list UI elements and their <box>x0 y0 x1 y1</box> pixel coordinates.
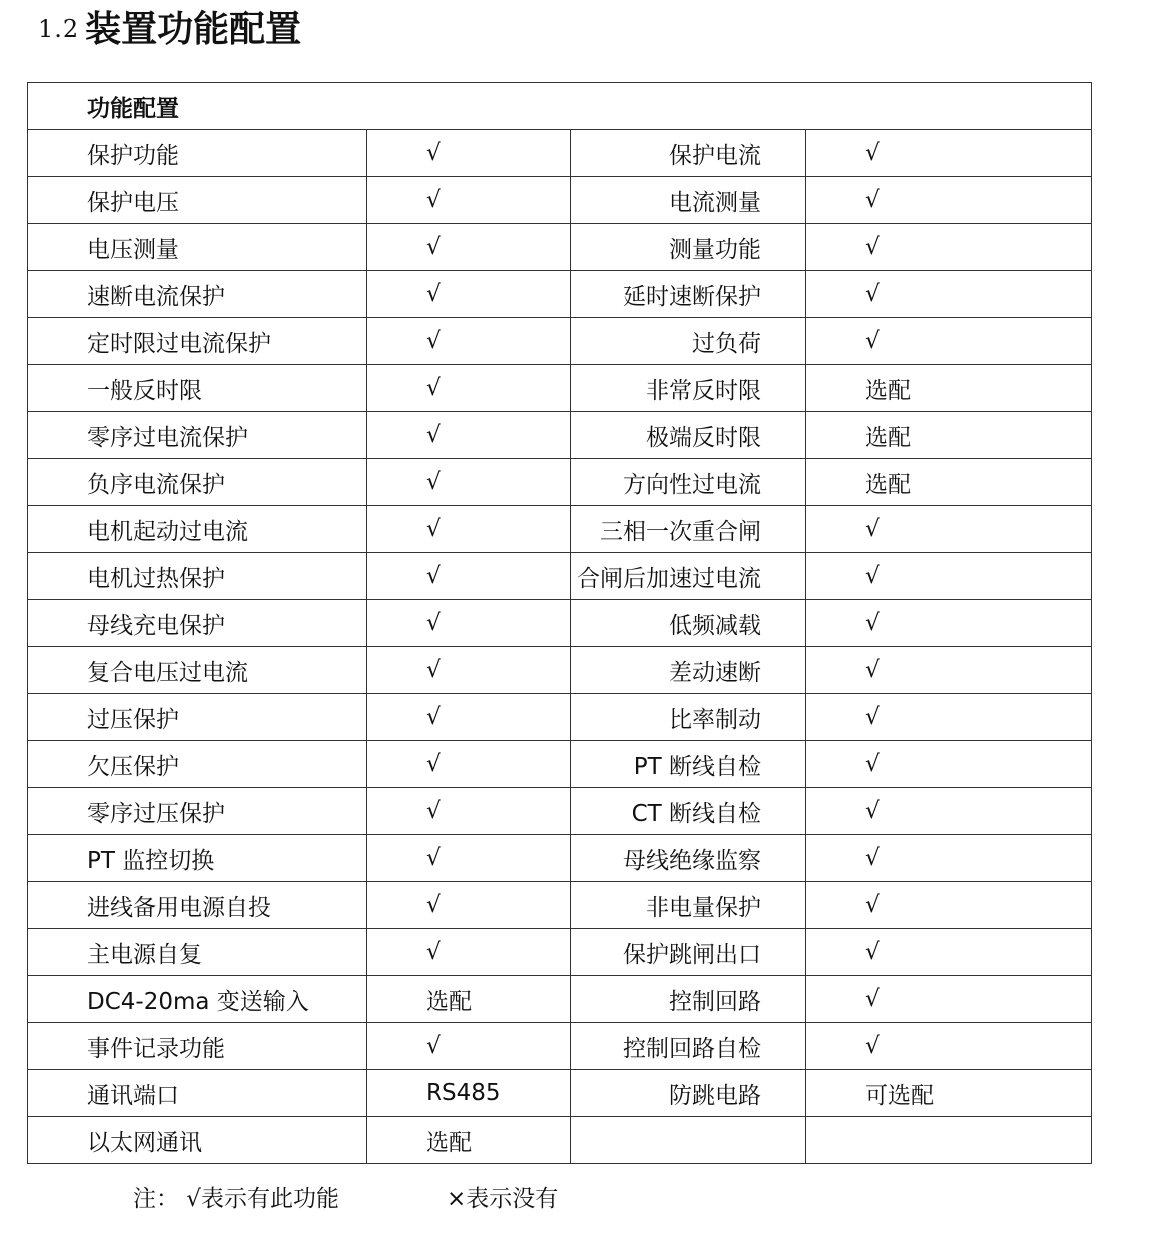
function-name-right-label: 保护跳闸出口 <box>623 941 761 968</box>
function-name-right-label: 控制回路 <box>669 988 761 1015</box>
function-status: √ <box>367 506 571 553</box>
function-name-right <box>571 224 806 271</box>
function-name: 事件记录功能 <box>28 1023 367 1070</box>
function-status-right: √ <box>806 882 1092 929</box>
function-name-right-label: 比率制动 <box>669 706 761 733</box>
function-name-right <box>571 553 806 600</box>
function-name: DC4-20ma 变送输入 <box>28 976 367 1023</box>
function-name-right <box>571 835 806 882</box>
function-status-right <box>806 1117 1092 1164</box>
function-status-right: √ <box>806 506 1092 553</box>
function-status: √ <box>367 553 571 600</box>
table-row <box>28 741 1092 788</box>
function-name: 速断电流保护 <box>28 271 367 318</box>
function-status-right: √ <box>806 271 1092 318</box>
function-status: √ <box>367 929 571 976</box>
function-status: √ <box>367 318 571 365</box>
function-name-right <box>571 506 806 553</box>
function-name: 复合电压过电流 <box>28 647 367 694</box>
function-status-right: √ <box>806 976 1092 1023</box>
section-number: 1.2 <box>38 15 80 43</box>
function-name-right-label: 非电量保护 <box>646 894 761 921</box>
function-name-right-label: 控制回路自检 <box>623 1035 761 1062</box>
function-name: 欠压保护 <box>28 741 367 788</box>
function-name-right-label: 三相一次重合闸 <box>600 518 761 545</box>
function-name-right <box>571 976 806 1023</box>
table-row <box>28 1023 1092 1070</box>
function-name: 定时限过电流保护 <box>28 318 367 365</box>
function-name: 通讯端口 <box>28 1070 367 1117</box>
table-row <box>28 553 1092 600</box>
function-name-right-label: PT 断线自检 <box>633 753 761 780</box>
section-title: 装置功能配置 <box>85 8 302 50</box>
function-name-right-label: 延时速断保护 <box>623 283 761 310</box>
function-name: 零序过压保护 <box>28 788 367 835</box>
function-status: √ <box>367 882 571 929</box>
function-name: 电机起动过电流 <box>28 506 367 553</box>
function-name-right <box>571 1117 806 1164</box>
function-status: RS485 <box>367 1070 571 1117</box>
function-status: √ <box>367 459 571 506</box>
function-name-right-label: 电流测量 <box>669 189 761 216</box>
function-name-right <box>571 647 806 694</box>
table-row <box>28 694 1092 741</box>
function-status-right: √ <box>806 694 1092 741</box>
table-row <box>28 318 1092 365</box>
function-status-right: √ <box>806 835 1092 882</box>
function-name-right <box>571 694 806 741</box>
function-name: 电压测量 <box>28 224 367 271</box>
table-header: 功能配置 <box>28 83 1092 130</box>
function-name: 一般反时限 <box>28 365 367 412</box>
function-name-right-label: 差动速断 <box>669 659 761 686</box>
table-row <box>28 506 1092 553</box>
table-row <box>28 788 1092 835</box>
function-name-right-label: 测量功能 <box>669 236 761 263</box>
function-status-right: √ <box>806 553 1092 600</box>
function-name: 母线充电保护 <box>28 600 367 647</box>
table-row <box>28 365 1092 412</box>
function-name-right <box>571 130 806 177</box>
function-name: 进线备用电源自投 <box>28 882 367 929</box>
function-name-right <box>571 929 806 976</box>
function-name-right <box>571 788 806 835</box>
function-status-right: 选配 <box>806 459 1092 506</box>
legend-note-absent: ×表示没有 <box>447 1185 559 1212</box>
function-name-right <box>571 365 806 412</box>
function-name-right-label: 合闸后加速过电流 <box>577 565 761 592</box>
function-name-right <box>571 1023 806 1070</box>
function-name-right-label: 保护电流 <box>669 142 761 169</box>
function-status-right: √ <box>806 224 1092 271</box>
function-name-right <box>571 600 806 647</box>
function-status-right: √ <box>806 647 1092 694</box>
function-status: √ <box>367 647 571 694</box>
table-row <box>28 459 1092 506</box>
function-name-right <box>571 882 806 929</box>
function-name-right <box>571 177 806 224</box>
function-status: √ <box>367 1023 571 1070</box>
function-name: 保护功能 <box>28 130 367 177</box>
function-config-table <box>27 82 1092 1164</box>
table-row <box>28 600 1092 647</box>
function-status-right: √ <box>806 130 1092 177</box>
function-name-right-label: 过负荷 <box>692 330 761 357</box>
function-name: 负序电流保护 <box>28 459 367 506</box>
function-name-right <box>571 459 806 506</box>
function-status: √ <box>367 694 571 741</box>
table-row <box>28 130 1092 177</box>
function-name: 以太网通讯 <box>28 1117 367 1164</box>
function-name: 零序过电流保护 <box>28 412 367 459</box>
function-status: √ <box>367 835 571 882</box>
function-status: √ <box>367 224 571 271</box>
function-status-right: √ <box>806 1023 1092 1070</box>
function-status-right: √ <box>806 177 1092 224</box>
function-status: √ <box>367 365 571 412</box>
table-row <box>28 882 1092 929</box>
function-status-right: √ <box>806 741 1092 788</box>
function-status: 选配 <box>367 976 571 1023</box>
function-name-right-label: 极端反时限 <box>646 424 761 451</box>
function-status-right: √ <box>806 600 1092 647</box>
function-name: 保护电压 <box>28 177 367 224</box>
function-status: √ <box>367 600 571 647</box>
function-status-right: √ <box>806 788 1092 835</box>
function-name-right-label: CT 断线自检 <box>631 800 761 827</box>
function-name: 过压保护 <box>28 694 367 741</box>
table-row <box>28 647 1092 694</box>
function-status: √ <box>367 741 571 788</box>
function-name-right <box>571 741 806 788</box>
table-row <box>28 1117 1092 1164</box>
function-status: √ <box>367 788 571 835</box>
legend-note: 注： √表示有此功能 <box>133 1185 339 1212</box>
table-row <box>28 1070 1092 1117</box>
table-row <box>28 271 1092 318</box>
section-heading <box>38 2 301 50</box>
function-status-right: 选配 <box>806 412 1092 459</box>
function-status-right: 可选配 <box>806 1070 1092 1117</box>
table-header-row <box>28 83 1092 130</box>
function-name-right-label: 防跳电路 <box>669 1082 761 1109</box>
function-status-right: √ <box>806 929 1092 976</box>
function-name-right-label: 低频减载 <box>669 612 761 639</box>
function-name-right <box>571 318 806 365</box>
function-status: √ <box>367 130 571 177</box>
function-status-right: √ <box>806 318 1092 365</box>
table-row <box>28 412 1092 459</box>
function-status: 选配 <box>367 1117 571 1164</box>
function-name-right <box>571 412 806 459</box>
function-name: 主电源自复 <box>28 929 367 976</box>
function-status-right: 选配 <box>806 365 1092 412</box>
table-row <box>28 224 1092 271</box>
function-name: PT 监控切换 <box>28 835 367 882</box>
function-name-right-label: 非常反时限 <box>646 377 761 404</box>
function-name-right-label: 母线绝缘监察 <box>623 847 761 874</box>
function-name: 电机过热保护 <box>28 553 367 600</box>
function-status: √ <box>367 177 571 224</box>
function-name-right <box>571 1070 806 1117</box>
table-row <box>28 835 1092 882</box>
function-status: √ <box>367 271 571 318</box>
function-name-right-label: 方向性过电流 <box>623 471 761 498</box>
function-status: √ <box>367 412 571 459</box>
table-row <box>28 976 1092 1023</box>
table-row <box>28 929 1092 976</box>
function-name-right <box>571 271 806 318</box>
table-row <box>28 177 1092 224</box>
